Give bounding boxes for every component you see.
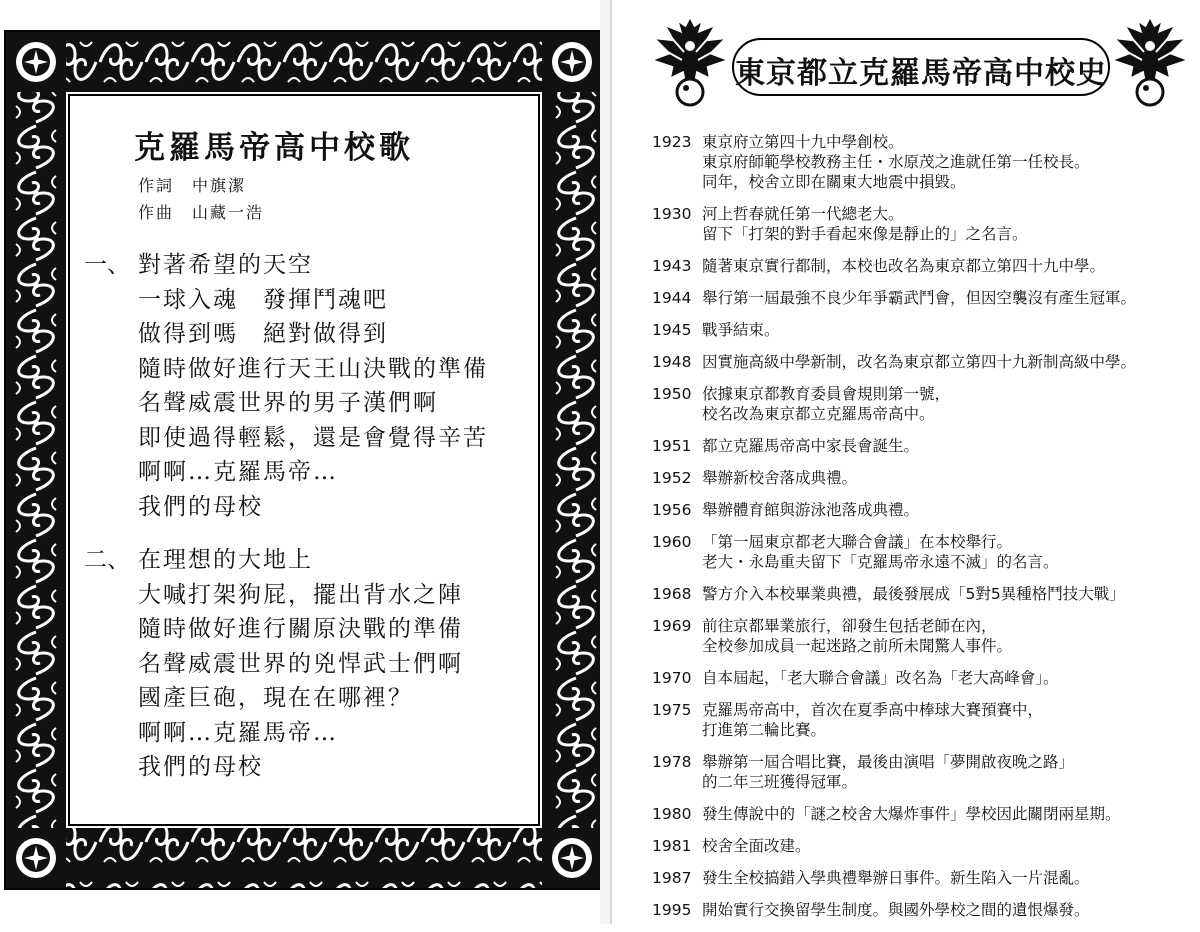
timeline-year: 1970 bbox=[652, 669, 692, 687]
timeline-year: 1945 bbox=[652, 321, 692, 339]
timeline-year: 1923 bbox=[652, 133, 692, 151]
timeline-year: 1978 bbox=[652, 753, 692, 771]
timeline-line: 克羅馬帝高中，首次在夏季高中棒球大賽預賽中， bbox=[702, 701, 1044, 719]
timeline-year: 1948 bbox=[652, 353, 692, 371]
timeline-year: 1995 bbox=[652, 901, 692, 919]
lyric-line: 隨時做好進行天王山決戰的準備 bbox=[138, 355, 488, 382]
timeline-line: 舉行第一屆最強不良少年爭霸武鬥會，但因空襲沒有產生冠軍。 bbox=[702, 289, 1137, 307]
timeline-line: 發生傳說中的「謎之校舍大爆炸事件」學校因此關閉兩星期。 bbox=[702, 805, 1121, 823]
timeline-line: 開始實行交換留學生制度。與國外學校之間的遺恨爆發。 bbox=[702, 901, 1090, 919]
timeline-line: 「第一屆東京都老大聯合會議」在本校舉行。 bbox=[702, 533, 1013, 551]
timeline-entry bbox=[652, 256, 1200, 276]
timeline-line: 舉辦體育館與游泳池落成典禮。 bbox=[702, 501, 920, 519]
timeline-line: 留下「打架的對手看起來像是靜止的」之名言。 bbox=[702, 225, 1028, 243]
timeline-year: 1952 bbox=[652, 469, 692, 487]
timeline-line: 舉辦第一屆合唱比賽，最後由演唱「夢開啟夜晚之路」 bbox=[702, 753, 1075, 771]
timeline-line: 同年，校舍立即在關東大地震中損毀。 bbox=[702, 173, 966, 191]
timeline-year: 1981 bbox=[652, 837, 692, 855]
timeline-description bbox=[702, 384, 1200, 424]
timeline-entry bbox=[652, 204, 1200, 244]
timeline-description bbox=[702, 352, 1200, 372]
timeline-year: 1987 bbox=[652, 869, 692, 887]
timeline-entry bbox=[652, 616, 1200, 656]
timeline-year: 1969 bbox=[652, 617, 692, 635]
lyric-line: 即使過得輕鬆，還是會覺得辛苦 bbox=[138, 424, 488, 451]
lyricist-name: 中旗潔 bbox=[192, 176, 247, 195]
timeline-year: 1956 bbox=[652, 501, 692, 519]
timeline-entry bbox=[652, 532, 1200, 572]
timeline-description bbox=[702, 436, 1200, 456]
lyricist-credit bbox=[138, 173, 246, 196]
page-title: 東京都立克羅馬帝高中校史 bbox=[735, 56, 1107, 91]
timeline-description bbox=[702, 668, 1200, 688]
timeline-entry bbox=[652, 900, 1200, 920]
timeline-year: 1951 bbox=[652, 437, 692, 455]
timeline-entry bbox=[652, 384, 1200, 424]
timeline-year: 1960 bbox=[652, 533, 692, 551]
timeline-entry bbox=[652, 700, 1200, 740]
timeline-description bbox=[702, 288, 1200, 308]
lyric-line: 啊啊…克羅馬帝… bbox=[138, 719, 338, 746]
timeline-line: 警方介入本校畢業典禮，最後發展成「5對5異種格鬥技大戰」 bbox=[702, 585, 1125, 603]
composer-name: 山藏一浩 bbox=[192, 203, 265, 222]
lyric-line: 啊啊…克羅馬帝… bbox=[138, 459, 338, 485]
timeline-description bbox=[702, 584, 1200, 604]
timeline-line: 因實施高級中學新制，改名為東京都立第四十九新制高級中學。 bbox=[702, 353, 1137, 371]
timeline-entry bbox=[652, 500, 1200, 520]
timeline-entry bbox=[652, 584, 1200, 604]
timeline-description bbox=[702, 868, 1200, 888]
timeline-description bbox=[702, 256, 1200, 276]
timeline-description bbox=[702, 532, 1200, 572]
lyric-line: 做得到嗎 絕對做得到 bbox=[138, 321, 388, 347]
timeline-description bbox=[702, 320, 1200, 340]
lyric-line: 名聲威震世界的兇悍武士們啊 bbox=[138, 650, 463, 677]
history-timeline bbox=[652, 132, 1200, 932]
timeline-line: 東京府師範學校教務主任・水原茂之進就任第一任校長。 bbox=[702, 153, 1090, 171]
school-history-header bbox=[732, 38, 1110, 96]
timeline-year: 1930 bbox=[652, 205, 692, 223]
timeline-year: 1944 bbox=[652, 289, 692, 307]
timeline-entry bbox=[652, 132, 1200, 192]
timeline-description bbox=[702, 500, 1200, 520]
timeline-description bbox=[702, 468, 1200, 488]
page-gutter bbox=[600, 0, 610, 924]
eagle-emblem-icon bbox=[650, 14, 730, 110]
lyric-line: 大喊打架狗屁，擺出背水之陣 bbox=[138, 581, 463, 608]
eagle-emblem-icon bbox=[1110, 14, 1190, 110]
lyric-line: 國產巨砲，現在在哪裡？ bbox=[138, 685, 413, 711]
timeline-description bbox=[702, 700, 1200, 740]
verse-2 bbox=[84, 543, 463, 785]
timeline-description bbox=[702, 132, 1200, 192]
timeline-entry bbox=[652, 436, 1200, 456]
timeline-line: 發生全校搞錯入學典禮舉辦日事件。新生陷入一片混亂。 bbox=[702, 869, 1090, 887]
timeline-line: 的二年三班獲得冠軍。 bbox=[702, 773, 858, 791]
timeline-description bbox=[702, 616, 1200, 656]
timeline-year: 1950 bbox=[652, 385, 692, 403]
timeline-line: 校舍全面改建。 bbox=[702, 837, 811, 855]
timeline-line: 河上哲春就任第一代總老大。 bbox=[702, 205, 904, 223]
timeline-entry bbox=[652, 836, 1200, 856]
timeline-entry bbox=[652, 352, 1200, 372]
timeline-description bbox=[702, 804, 1200, 824]
lyric-line: 名聲威震世界的男子漢們啊 bbox=[138, 390, 438, 416]
timeline-line: 舉辦新校舍落成典禮。 bbox=[702, 469, 858, 487]
timeline-line: 自本屆起，「老大聯合會議」改名為「老大高峰會」。 bbox=[702, 669, 1059, 687]
lyric-line: 對著希望的天空 bbox=[138, 252, 313, 278]
timeline-description bbox=[702, 836, 1200, 856]
verse-number: 二、 bbox=[84, 547, 130, 573]
timeline-year: 1975 bbox=[652, 701, 692, 719]
corner-ornament-icon bbox=[6, 32, 66, 92]
timeline-line: 依據東京都教育委員會規則第一號， bbox=[702, 385, 951, 403]
lyricist-role: 作詞 bbox=[138, 176, 175, 195]
timeline-year: 1968 bbox=[652, 585, 692, 603]
timeline-line: 前往京都畢業旅行，卻發生包括老師在內， bbox=[702, 617, 997, 635]
timeline-description bbox=[702, 752, 1200, 792]
verse-number: 一、 bbox=[84, 252, 130, 278]
composer-role: 作曲 bbox=[138, 203, 175, 222]
lyric-line: 我們的母校 bbox=[138, 754, 263, 780]
timeline-year: 1943 bbox=[652, 257, 692, 275]
timeline-entry bbox=[652, 288, 1200, 308]
timeline-line: 東京府立第四十九中學創校。 bbox=[702, 133, 904, 151]
song-title: 克羅馬帝高中校歌 bbox=[134, 130, 414, 166]
composer-credit bbox=[138, 200, 264, 223]
timeline-entry bbox=[652, 804, 1200, 824]
timeline-entry bbox=[652, 320, 1200, 340]
verse-1 bbox=[84, 248, 488, 524]
timeline-description bbox=[702, 900, 1200, 920]
timeline-line: 老大・永島重夫留下「克羅馬帝永遠不滅」的名言。 bbox=[702, 553, 1059, 571]
timeline-line: 隨著東京實行都制，本校也改名為東京都立第四十九中學。 bbox=[702, 257, 1106, 275]
timeline-line: 戰爭結束。 bbox=[702, 321, 780, 339]
timeline-entry bbox=[652, 668, 1200, 688]
timeline-entry bbox=[652, 752, 1200, 792]
lyric-line: 一球入魂 發揮鬥魂吧 bbox=[138, 286, 388, 313]
timeline-year: 1980 bbox=[652, 805, 692, 823]
timeline-description bbox=[702, 204, 1200, 244]
timeline-line: 打進第二輪比賽。 bbox=[702, 721, 827, 739]
timeline-line: 都立克羅馬帝高中家長會誕生。 bbox=[702, 437, 920, 455]
lyric-line: 在理想的大地上 bbox=[138, 547, 313, 573]
right-page bbox=[612, 0, 1200, 924]
lyric-line: 我們的母校 bbox=[138, 493, 263, 520]
timeline-line: 校名改為東京都立克羅馬帝高中。 bbox=[702, 405, 935, 423]
lyric-line: 隨時做好進行關原決戰的準備 bbox=[138, 616, 463, 642]
timeline-entry bbox=[652, 468, 1200, 488]
timeline-entry bbox=[652, 868, 1200, 888]
timeline-line: 全校參加成員一起迷路之前所未聞驚人事件。 bbox=[702, 637, 1013, 655]
